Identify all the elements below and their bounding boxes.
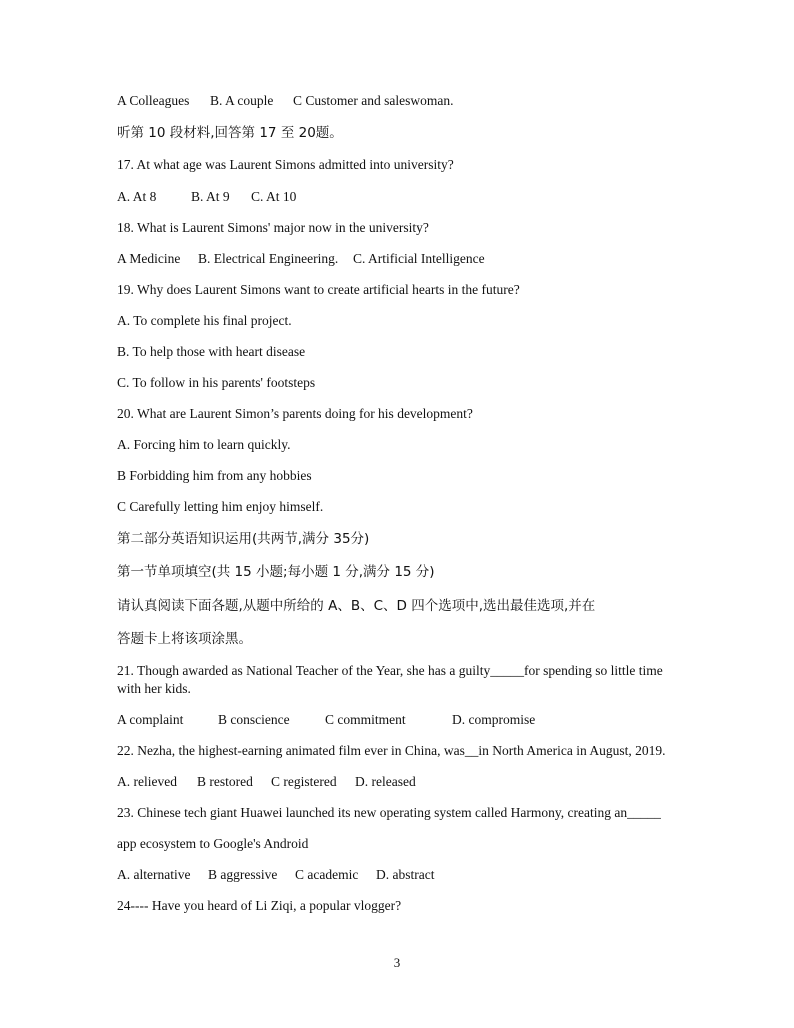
question-21: 21. Though awarded as National Teacher of the Year, she has a guilty_____for spending so little time with her kids. xyxy=(117,663,663,696)
question-23: 23. Chinese tech giant Huawei launched its new operating system called Harmony, creating an_____ xyxy=(117,805,661,820)
option-b: B. Electrical Engineering. xyxy=(198,251,339,266)
question-20: 20. What are Laurent Simon’s parents doing for his development? xyxy=(117,406,473,421)
option-c: C commitment xyxy=(325,712,406,727)
option-a: A complaint xyxy=(117,712,184,727)
option-b: B aggressive xyxy=(208,867,278,882)
option-c: C. At 10 xyxy=(251,189,297,204)
option-c: C Customer and saleswoman. xyxy=(293,93,454,108)
option-a: A Colleagues xyxy=(117,93,190,108)
option-b: B Forbidding him from any hobbies xyxy=(117,468,312,483)
section-instruction-cont: 答题卡上将该项涂黑。 xyxy=(117,631,252,647)
options-q18 xyxy=(117,250,485,268)
question-23-cont: app ecosystem to Google's Android xyxy=(117,836,309,851)
option-b: B restored xyxy=(197,774,253,789)
options-q23 xyxy=(117,866,434,884)
options-q17 xyxy=(117,188,296,206)
section-instruction: 请认真阅读下面各题,从题中所给的 A、B、C、D 四个选项中,选出最佳选项,并在 xyxy=(117,598,596,614)
options-q21 xyxy=(117,711,535,729)
section-heading: 第一节单项填空(共 15 小题;每小题 1 分,满分 15 分) xyxy=(117,564,435,580)
question-18: 18. What is Laurent Simons' major now in the university? xyxy=(117,220,429,235)
option-c: C. Artificial Intelligence xyxy=(353,251,485,266)
option-d: D. compromise xyxy=(452,712,536,727)
option-d: D. abstract xyxy=(376,867,435,882)
option-d: D. released xyxy=(355,774,416,789)
question-22: 22. Nezha, the highest-earning animated film ever in China, was__in North America in August, 2019. xyxy=(117,743,666,758)
option-c: C registered xyxy=(271,774,337,789)
options-q16 xyxy=(117,92,453,110)
option-b: B. A couple xyxy=(210,93,274,108)
option-b: B conscience xyxy=(218,712,290,727)
option-a: A. relieved xyxy=(117,774,177,789)
part-heading: 第二部分英语知识运用(共两节,满分 35分) xyxy=(117,531,370,547)
option-a: A. Forcing him to learn quickly. xyxy=(117,437,291,452)
option-b: B. At 9 xyxy=(191,189,230,204)
option-c: C Carefully letting him enjoy himself. xyxy=(117,499,324,514)
option-a: A Medicine xyxy=(117,251,181,266)
option-a: A. alternative xyxy=(117,867,191,882)
question-19: 19. Why does Laurent Simons want to create artificial hearts in the future? xyxy=(117,282,520,297)
option-c: C academic xyxy=(295,867,359,882)
page-number: 3 xyxy=(393,955,401,970)
options-q22 xyxy=(117,773,416,791)
option-a: A. At 8 xyxy=(117,189,157,204)
option-b: B. To help those with heart disease xyxy=(117,344,306,359)
option-a: A. To complete his final project. xyxy=(117,313,292,328)
section-instruction: 听第 10 段材料,回答第 17 至 20题。 xyxy=(117,125,343,141)
question-24: 24---- Have you heard of Li Ziqi, a popular vlogger? xyxy=(117,898,402,913)
option-c: C. To follow in his parents' footsteps xyxy=(117,375,316,390)
question-17: 17. At what age was Laurent Simons admitted into university? xyxy=(117,157,454,172)
